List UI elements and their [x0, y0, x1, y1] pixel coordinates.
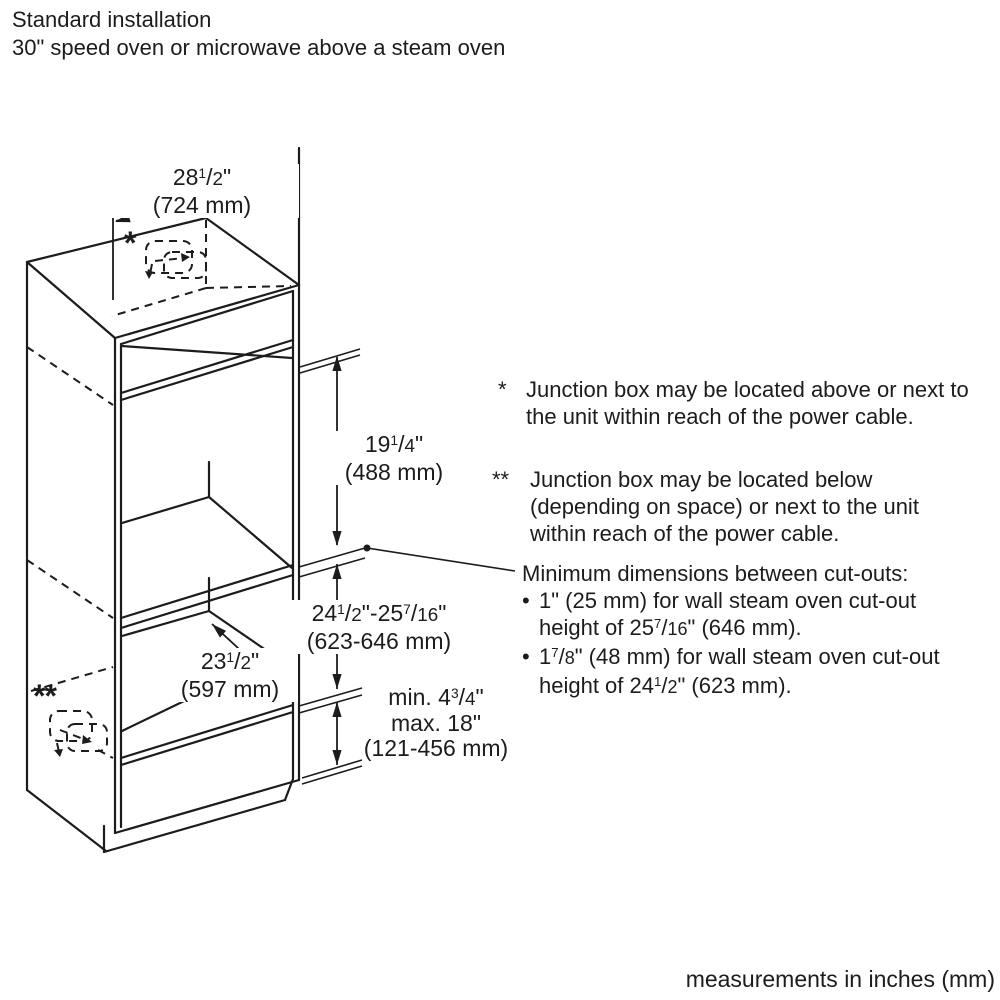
cutout-note-bullet-1 — [522, 587, 992, 643]
junction-box-side-marker: ** — [33, 678, 56, 714]
bullet-icon: • — [522, 588, 530, 613]
note2-marker: ** — [492, 467, 510, 492]
bullet-icon: • — [522, 644, 530, 669]
dim-upper-cutout-label — [328, 431, 460, 485]
units-note: measurements in inches (mm) — [685, 966, 995, 992]
cutout-note-title: Minimum dimensions between cut-outs: — [522, 561, 909, 586]
dim-width-label — [105, 164, 299, 218]
title-line-1: Standard installation — [12, 7, 212, 32]
note2-text: Junction box may be located below (depending on space) or next to the unit within reach of the power cable. — [530, 467, 919, 546]
note-junction-above — [498, 376, 971, 430]
dim-lower-inches: $24^1/2"-25^7/16$" — [311, 600, 447, 626]
dim-upper-mm: (488 mm) — [344, 459, 444, 485]
dim-gap-mm: (121-456 mm) — [363, 735, 509, 761]
note-junction-below — [492, 466, 960, 547]
junction-box-top — [145, 241, 206, 279]
dim-width-mm: (724 mm) — [152, 192, 252, 218]
note1-marker: * — [498, 377, 507, 402]
junction-box-top-marker: * — [124, 225, 136, 261]
cutout-gap-leader — [299, 545, 515, 578]
note1-text: Junction box may be located above or next to the unit within reach of the power cable. — [526, 377, 969, 429]
note-minimum-dimensions — [522, 560, 992, 701]
dim-lower-mm: (623-646 mm) — [306, 628, 452, 654]
dim-gap-min: min. $4^3/4$" — [388, 684, 484, 710]
cutout-note-bullet-2 — [522, 643, 992, 701]
cabinet-outline — [27, 148, 299, 852]
dim-width-inches: $28^1/2$" — [172, 164, 232, 190]
junction-box-side — [50, 711, 107, 757]
dim-gap-max: max. 18" — [391, 710, 481, 736]
dim-depth-label — [162, 648, 298, 702]
dim-upper-inches: $19^1/4$" — [364, 431, 424, 457]
cutout-note-bullet-2-text: $1^7/8$" (48 mm) for wall steam oven cut-out height of $24^1/2$" (623 mm). — [539, 644, 940, 698]
dim-depth-mm: (597 mm) — [180, 676, 280, 702]
dim-depth-inches: $23^1/2$" — [200, 648, 260, 674]
dim-bottom-gap-label — [352, 685, 520, 761]
cutout-note-bullet-1-text: 1" (25 mm) for wall steam oven cut-out height of $25^7/16$" (646 mm). — [539, 588, 917, 640]
dim-lower-cutout-label — [288, 600, 470, 654]
title-line-2: 30" speed oven or microwave above a steam oven — [12, 35, 506, 60]
